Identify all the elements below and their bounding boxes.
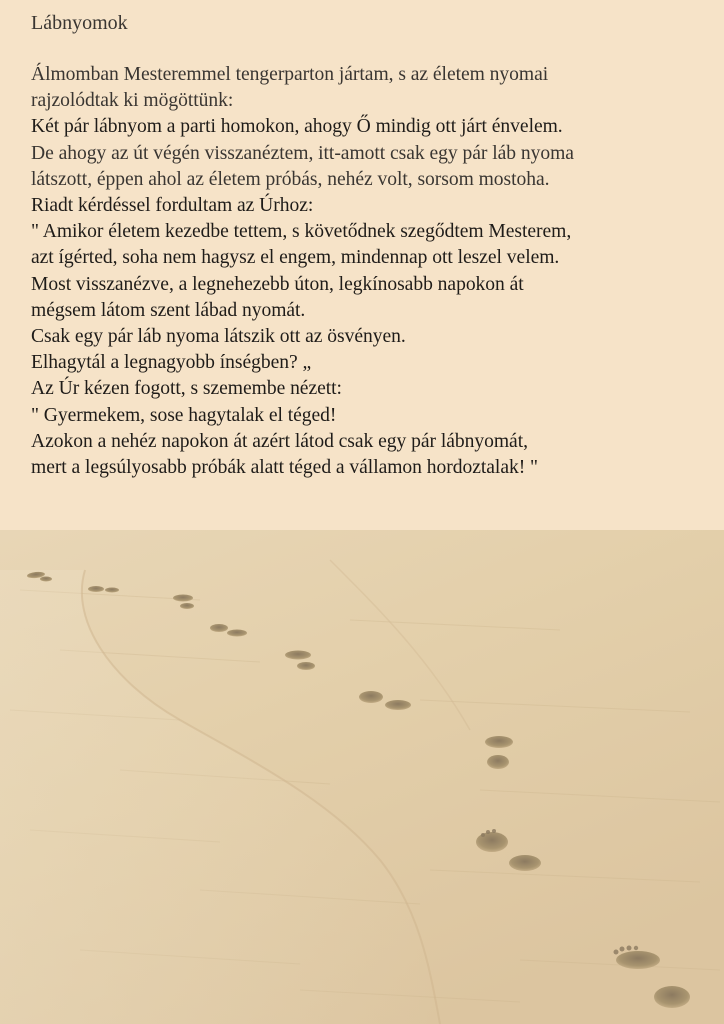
poem-line: Most visszanézve, a legnehezebb úton, legkínosabb napokon át xyxy=(31,273,524,295)
poem-line: mert a legsúlyosabb próbák alatt téged a vállamon hordoztalak! " xyxy=(31,457,538,479)
poem-line: Riadt kérdéssel fordultam az Úrhoz: xyxy=(31,195,314,217)
poem-line: " Gyermekem, sose hagytalak el téged! xyxy=(31,404,337,426)
poem-line: Elhagytál a legnagyobb ínségben? „ xyxy=(31,352,312,374)
poem-line: Két pár lábnyom a parti homokon, ahogy Ő mindig ott járt énvelem. xyxy=(31,116,563,138)
poem-line: De ahogy az út végén visszanéztem, itt-amott csak egy pár láb nyoma xyxy=(31,142,574,164)
poem-line: azt ígérted, soha nem hagysz el engem, mindennap ott leszel velem. xyxy=(31,247,560,269)
poem-line: Azokon a nehéz napokon át azért látod csak egy pár lábnyomát, xyxy=(31,430,528,452)
poem-line: rajzolódtak ki mögöttünk: xyxy=(31,90,234,112)
page-title: Lábnyomok xyxy=(31,12,128,34)
sand-illustration xyxy=(0,530,724,1024)
poem-line: mégsem látom szent lábad nyomát. xyxy=(31,299,306,321)
poem-line: " Amikor életem kezedbe tettem, s követődnek szegődtem Mesterem, xyxy=(31,221,572,243)
poem-text xyxy=(31,62,711,481)
poem-line: Álmomban Mesteremmel tengerparton jártam, s az életem nyomai xyxy=(31,64,549,85)
poem-line: Csak egy pár láb nyoma látszik ott az ösvényen. xyxy=(31,326,406,348)
footprints-in-sand-photo xyxy=(0,530,724,1024)
poem-line: látszott, éppen ahol az életem próbás, nehéz volt, sorsom mostoha. xyxy=(31,168,550,190)
poem-line: Az Úr kézen fogott, s szemembe nézett: xyxy=(31,378,342,400)
